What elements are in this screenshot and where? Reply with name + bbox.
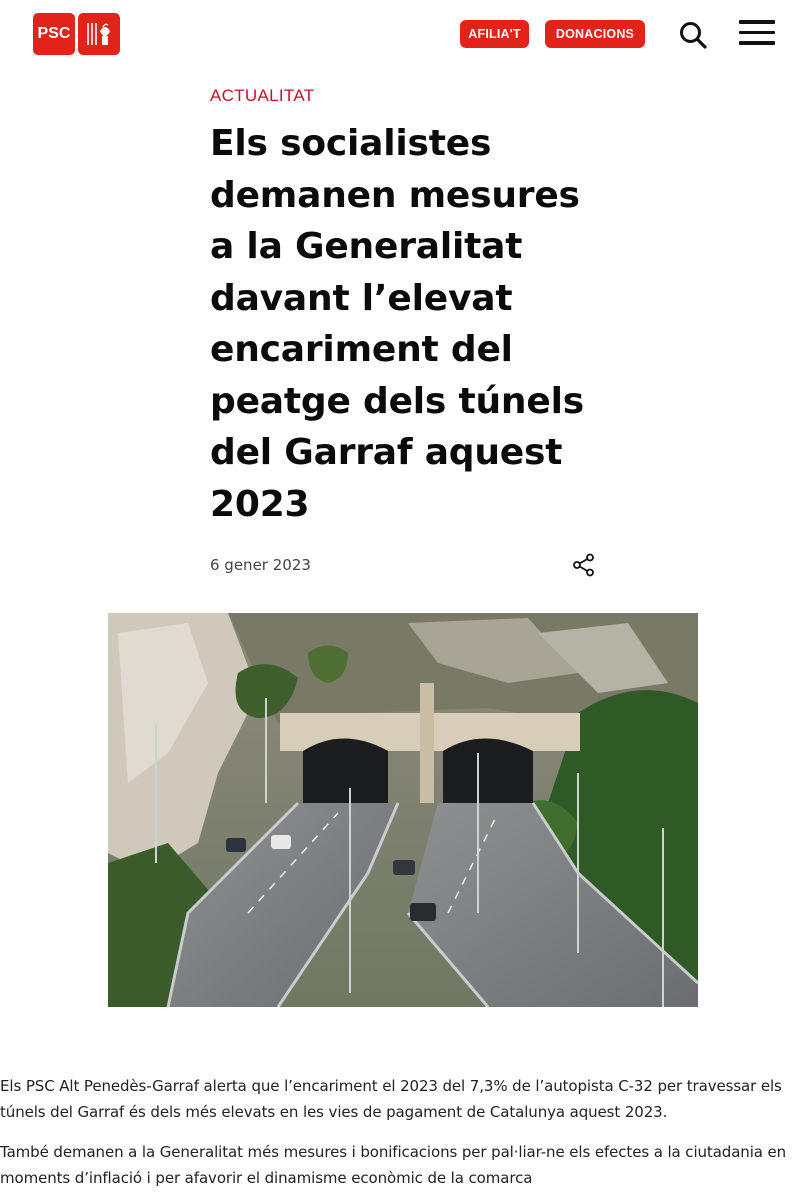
article-paragraph: Els PSC Alt Penedès-Garraf alerta que l’encariment el 2023 del 7,3% de l’autopista C-32 per travessar els túnels del Garraf és dels més elevats en les vies de pagament de Catalunya aquest 2023. <box>0 1077 782 1121</box>
site-header <box>0 0 806 70</box>
hamburger-menu-icon[interactable] <box>739 20 775 48</box>
article-paragraph: També demanen a la Generalitat més mesures i bonificacions per pal·liar-ne els efectes a la ciutadania en moments d’inflació i per afavorir el dinamisme econòmic de la comarca <box>0 1143 787 1187</box>
share-icon[interactable] <box>572 553 596 577</box>
article-title: Els socialistes demanen mesures a la Generalitat davant l’elevat encariment del peatge dels túnels del Garraf aquest 2023 <box>210 123 584 525</box>
logo-text: PSC <box>33 13 75 55</box>
donations-button[interactable]: DONACIONS <box>545 20 645 48</box>
psc-logo[interactable] <box>33 13 120 55</box>
article-date: 6 gener 2023 <box>210 556 311 574</box>
article-category[interactable]: ACTUALITAT <box>210 86 315 105</box>
rose-fist-icon <box>78 13 120 55</box>
affiliate-button[interactable]: AFILIA'T <box>460 20 529 48</box>
search-icon[interactable] <box>678 20 708 50</box>
article-photo-tunnels <box>108 613 698 1007</box>
